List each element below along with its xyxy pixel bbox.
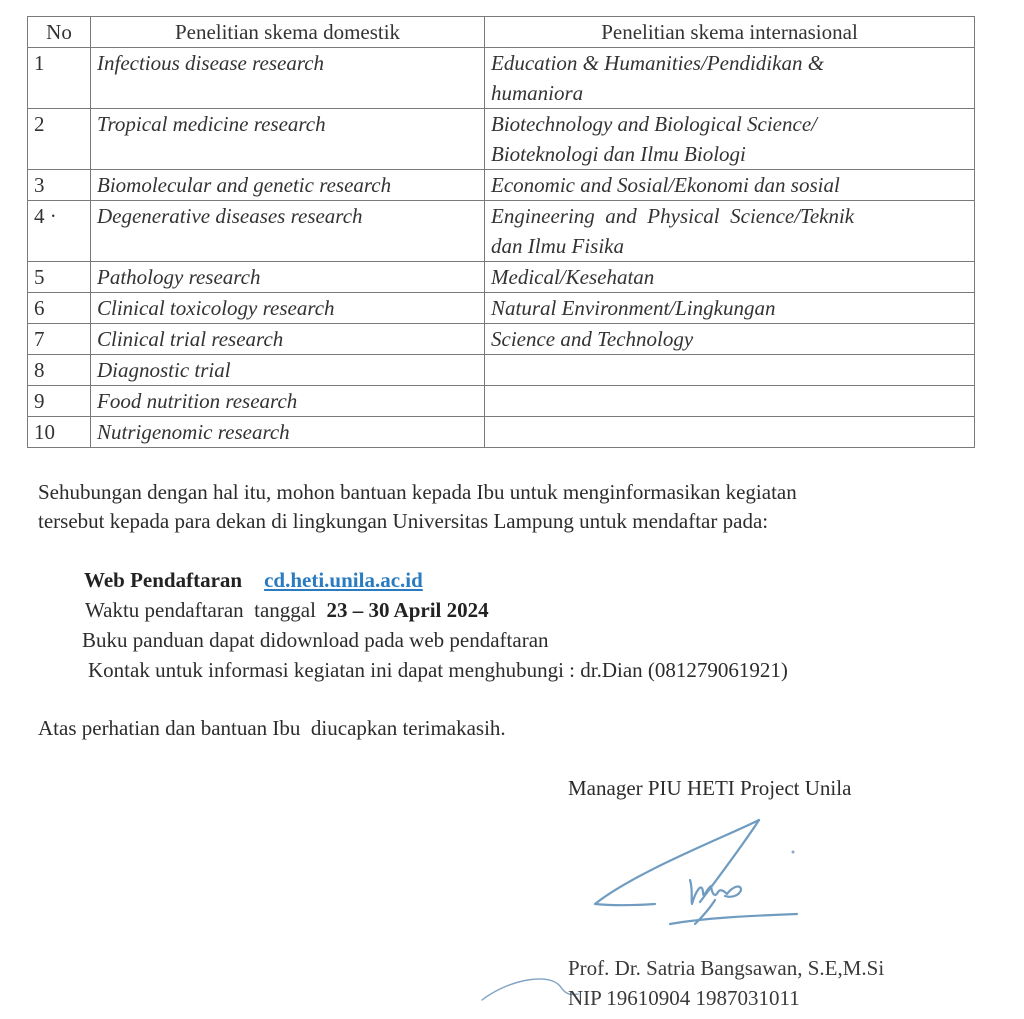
international-scheme-line1: Engineering and Physical Science/Teknik — [491, 204, 855, 228]
international-scheme — [485, 48, 975, 109]
international-scheme-line2: dan Ilmu Fisika — [491, 234, 624, 258]
international-scheme: Natural Environment/Lingkungan — [485, 293, 975, 324]
row-number: 5 — [28, 262, 91, 293]
header-domestic: Penelitian skema domestik — [91, 17, 485, 48]
table-row — [28, 201, 975, 262]
row-number: 1 — [28, 48, 91, 109]
table-row — [28, 324, 975, 355]
signatory-name: Prof. Dr. Satria Bangsawan, S.E,M.Si — [568, 956, 885, 980]
international-scheme-line1: Biotechnology and Biological Science/ — [491, 112, 817, 136]
table-row — [28, 386, 975, 417]
closing-remark: Atas perhatian dan bantuan Ibu diucapkan terimakasih. — [38, 716, 506, 740]
header-no: No — [28, 17, 91, 48]
domestic-scheme: Food nutrition research — [91, 386, 485, 417]
signatory-info — [568, 953, 884, 1013]
row-number: 9 — [28, 386, 91, 417]
row-number: 7 — [28, 324, 91, 355]
international-scheme — [485, 201, 975, 262]
signature-icon — [575, 812, 815, 932]
table-row — [28, 170, 975, 201]
row-number: 3 — [28, 170, 91, 201]
signatory-nip: NIP 19610904 1987031011 — [568, 986, 800, 1010]
table-row — [28, 293, 975, 324]
international-scheme — [485, 386, 975, 417]
registration-info — [84, 565, 788, 685]
international-scheme: Medical/Kesehatan — [485, 262, 975, 293]
registration-link[interactable]: cd.heti.unila.ac.id — [264, 568, 423, 592]
domestic-scheme: Clinical trial research — [91, 324, 485, 355]
web-registration-line — [84, 565, 788, 595]
row-number: 8 — [28, 355, 91, 386]
row-number: 2 — [28, 109, 91, 170]
domestic-scheme: Nutrigenomic research — [91, 417, 485, 448]
domestic-scheme: Tropical medicine research — [91, 109, 485, 170]
domestic-scheme: Clinical toxicology research — [91, 293, 485, 324]
row-number: 4 · — [28, 201, 91, 262]
row-number: 10 — [28, 417, 91, 448]
international-scheme: Economic and Sosial/Ekonomi dan sosial — [485, 170, 975, 201]
international-scheme: Science and Technology — [485, 324, 975, 355]
contact-info: Kontak untuk informasi kegiatan ini dapat menghubungi : dr.Dian (081279061921) — [88, 658, 788, 682]
request-paragraph-line1: Sehubungan dengan hal itu, mohon bantuan kepada Ibu untuk menginformasikan kegiatan — [38, 480, 797, 504]
registration-period-value: 23 – 30 April 2024 — [326, 598, 489, 622]
request-paragraph-line2: tersebut kepada para dekan di lingkungan Universitas Lampung untuk mendaftar pada: — [38, 509, 769, 533]
registration-period-line — [85, 595, 788, 625]
international-scheme — [485, 355, 975, 386]
international-scheme-line2: Bioteknologi dan Ilmu Biologi — [491, 142, 746, 166]
domestic-scheme: Degenerative diseases research — [91, 201, 485, 262]
web-registration-label: Web Pendaftaran — [84, 568, 243, 592]
guidebook-note: Buku panduan dapat didownload pada web pendaftaran — [82, 628, 549, 652]
request-paragraph — [38, 478, 993, 536]
international-scheme-line2: humaniora — [491, 81, 584, 105]
signatory-title: Manager PIU HETI Project Unila — [568, 776, 852, 800]
domestic-scheme: Pathology research — [91, 262, 485, 293]
research-scheme-table — [27, 16, 975, 448]
table-row — [28, 355, 975, 386]
registration-period-label: Waktu pendaftaran tanggal — [85, 598, 327, 622]
table-row — [28, 417, 975, 448]
domestic-scheme: Biomolecular and genetic research — [91, 170, 485, 201]
row-number: 6 — [28, 293, 91, 324]
domestic-scheme: Infectious disease research — [91, 48, 485, 109]
table-row — [28, 262, 975, 293]
international-scheme — [485, 109, 975, 170]
table-row — [28, 48, 975, 109]
international-scheme-line1: Education & Humanities/Pendidikan & — [491, 51, 825, 75]
domestic-scheme: Diagnostic trial — [91, 355, 485, 386]
table-row — [28, 109, 975, 170]
international-scheme — [485, 417, 975, 448]
table-header-row — [28, 17, 975, 48]
header-international: Penelitian skema internasional — [485, 17, 975, 48]
